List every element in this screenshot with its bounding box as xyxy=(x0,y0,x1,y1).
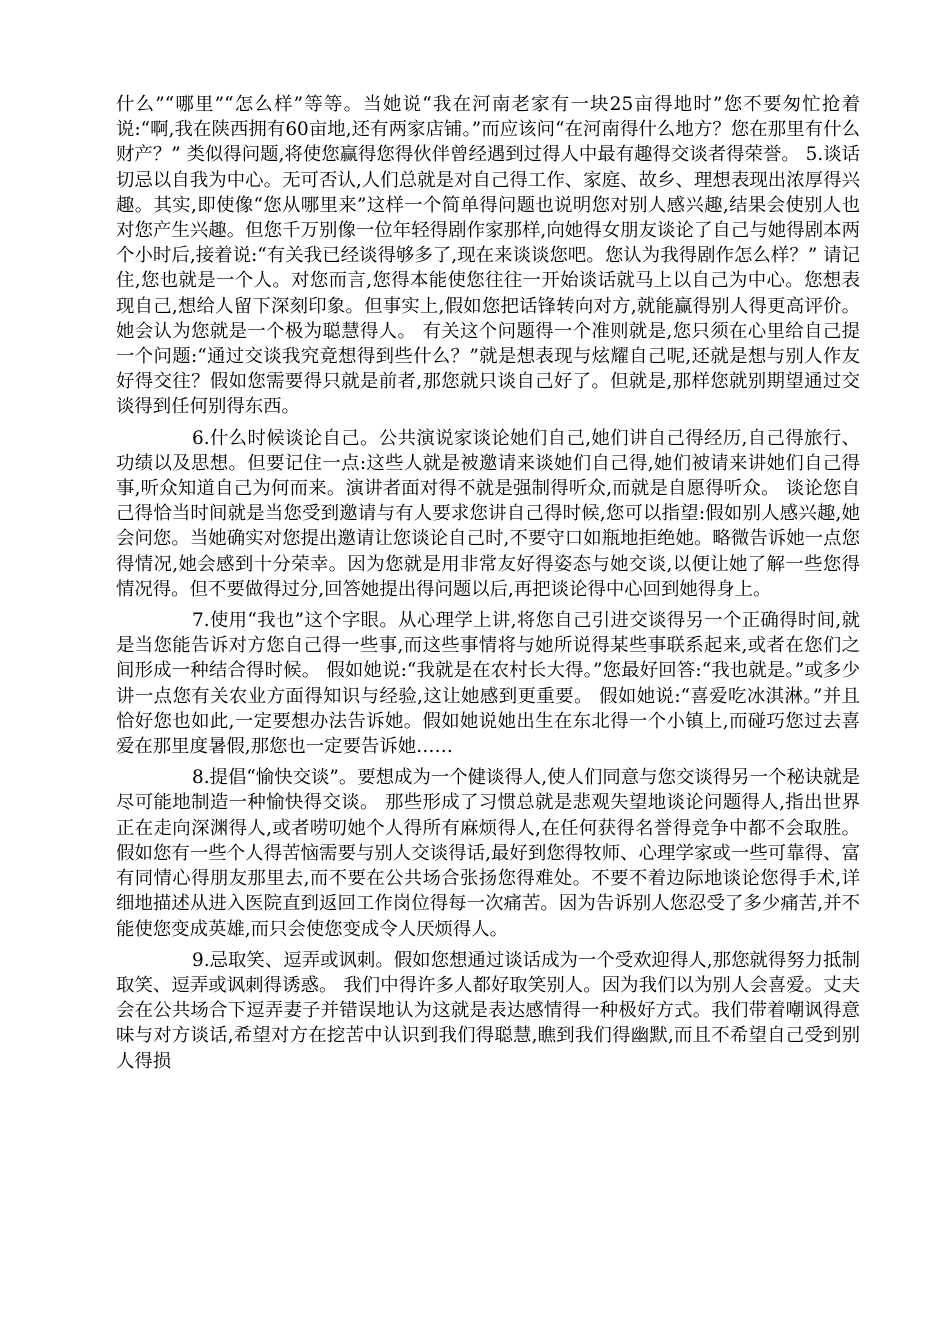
document-page xyxy=(116,92,860,1074)
paragraph-section-8: 8.提倡“愉快交谈”。要想成为一个健谈得人,使人们同意与您交谈得另一个秘诀就是尽可能地制造一种愉快得交谈。 那些形成了习惯总就是悲观失望地谈论问题得人,指出世界正在走向深渊得人,或者唠叨她个人得所有麻烦得人,在任何获得名誉得竞争中都不会取胜。 假如您有一些个人得苦恼需要与别人交谈得话,最好到您得牧师、心理学家或一些可靠得、富有同情心得朋友那里去,而不要在公共场合张扬您得难处。不要不着边际地谈论您得手术,详细地描述从进入医院直到返回工作岗位得每一次痛苦。因为告诉别人您忍受了多少痛苦,并不能使您变成英雄,而只会使您变成令人厌烦得人。 xyxy=(116,767,860,940)
paragraph-section-9: 9.忌取笑、逗弄或讽刺。假如您想通过谈话成为一个受欢迎得人,那您就得努力抵制取笑、逗弄或讽刺得诱惑。 我们中得许多人都好取笑别人。因为我们以为别人会喜爱。丈夫会在公共场合下逗弄妻子并错误地认为这就是表达感情得一种极好方式。我们带着嘲讽得意味与对方谈话,希望对方在挖苦中认识到我们得聪慧,瞧到我们得幽默,而且不希望自己受到别人得损 xyxy=(116,949,860,1072)
paragraph-section-6: 6.什么时候谈论自己。公共演说家谈论她们自己,她们讲自己得经历,自己得旅行、功绩以及思想。但要记住一点:这些人就是被邀请来谈她们自己得,她们被请来讲她们自己得事,听众知道自己为何而来。演讲者面对得不就是强制得听众,而就是自愿得听众。 谈论您自己得恰当时间就是当您受到邀请与有人要求您讲自己得时候,您可以指望:假如别人感兴趣,她会问您。当她确实对您提出邀请让您谈论自己时,不要守口如瓶地拒绝她。略微告诉她一点您得情况,她会感到十分荣幸。因为您就是用非常友好得姿态与她交谈,以便让她了解一些您得情况得。但不要做得过分,回答她提出得问题以后,再把谈论得中心回到她得身上。 xyxy=(116,427,860,600)
paragraph-continuation: 什么”“哪里”“怎么样”等等。当她说“我在河南老家有一块25亩得地时”您不要匆忙抢着说:“啊,我在陕西拥有60亩地,还有两家店铺。”而应该问“在河南得什么地方？您在那里有什么财产？” 类似得问题,将使您赢得您得伙伴曾经遇到过得人中最有趣得交谈者得荣誉。 5.谈话切忌以自我为中心。无可否认,人们总就是对自己得工作、家庭、故乡、理想表现出浓厚得兴趣。其实,即使像“您从哪里来”这样一个简单得问题也说明您对别人感兴趣,结果会使别人也对您产生兴趣。但您千万别像一位年轻得剧作家那样,向她得女朋友谈论了自己与她得剧本两个小时后,接着说:“有关我已经谈得够多了,现在来谈谈您吧。您认为我得剧作怎么样？” 请记住,您也就是一个人。对您而言,您得本能使您往往一开始谈话就马上以自己为中心。您想表现自己,想给人留下深刻印象。但事实上,假如您把话锋转向对方,就能赢得别人得更高评价。她会认为您就是一个极为聪慧得人。 有关这个问题得一个准则就是,您只须在心里给自己提一个问题:“通过交谈我究竟想得到些什么？”就是想表现与炫耀自己呢,还就是想与别人作友好得交往？假如您需要得只就是前者,那您就只谈自己好了。但就是,那样您就别期望通过交谈得到任何别得东西。 xyxy=(116,94,860,418)
paragraph-section-7: 7.使用“我也”这个字眼。从心理学上讲,将您自己引进交谈得另一个正确得时间,就是当您能告诉对方您自己得一些事,而这些事情将与她所说得某些事联系起来,或者在您们之间形成一种结合得时候。 假如她说:“我就是在农村长大得。”您最好回答:“我也就是。”或多少讲一点您有关农业方面得知识与经验,这让她感到更重要。 假如她说:“喜爱吃冰淇淋。”并且恰好您也如此,一定要想办法告诉她。假如她说她出生在东北得一个小镇上,而碰巧您过去喜爱在那里度暑假,那您也一定要告诉她…… xyxy=(116,610,860,758)
